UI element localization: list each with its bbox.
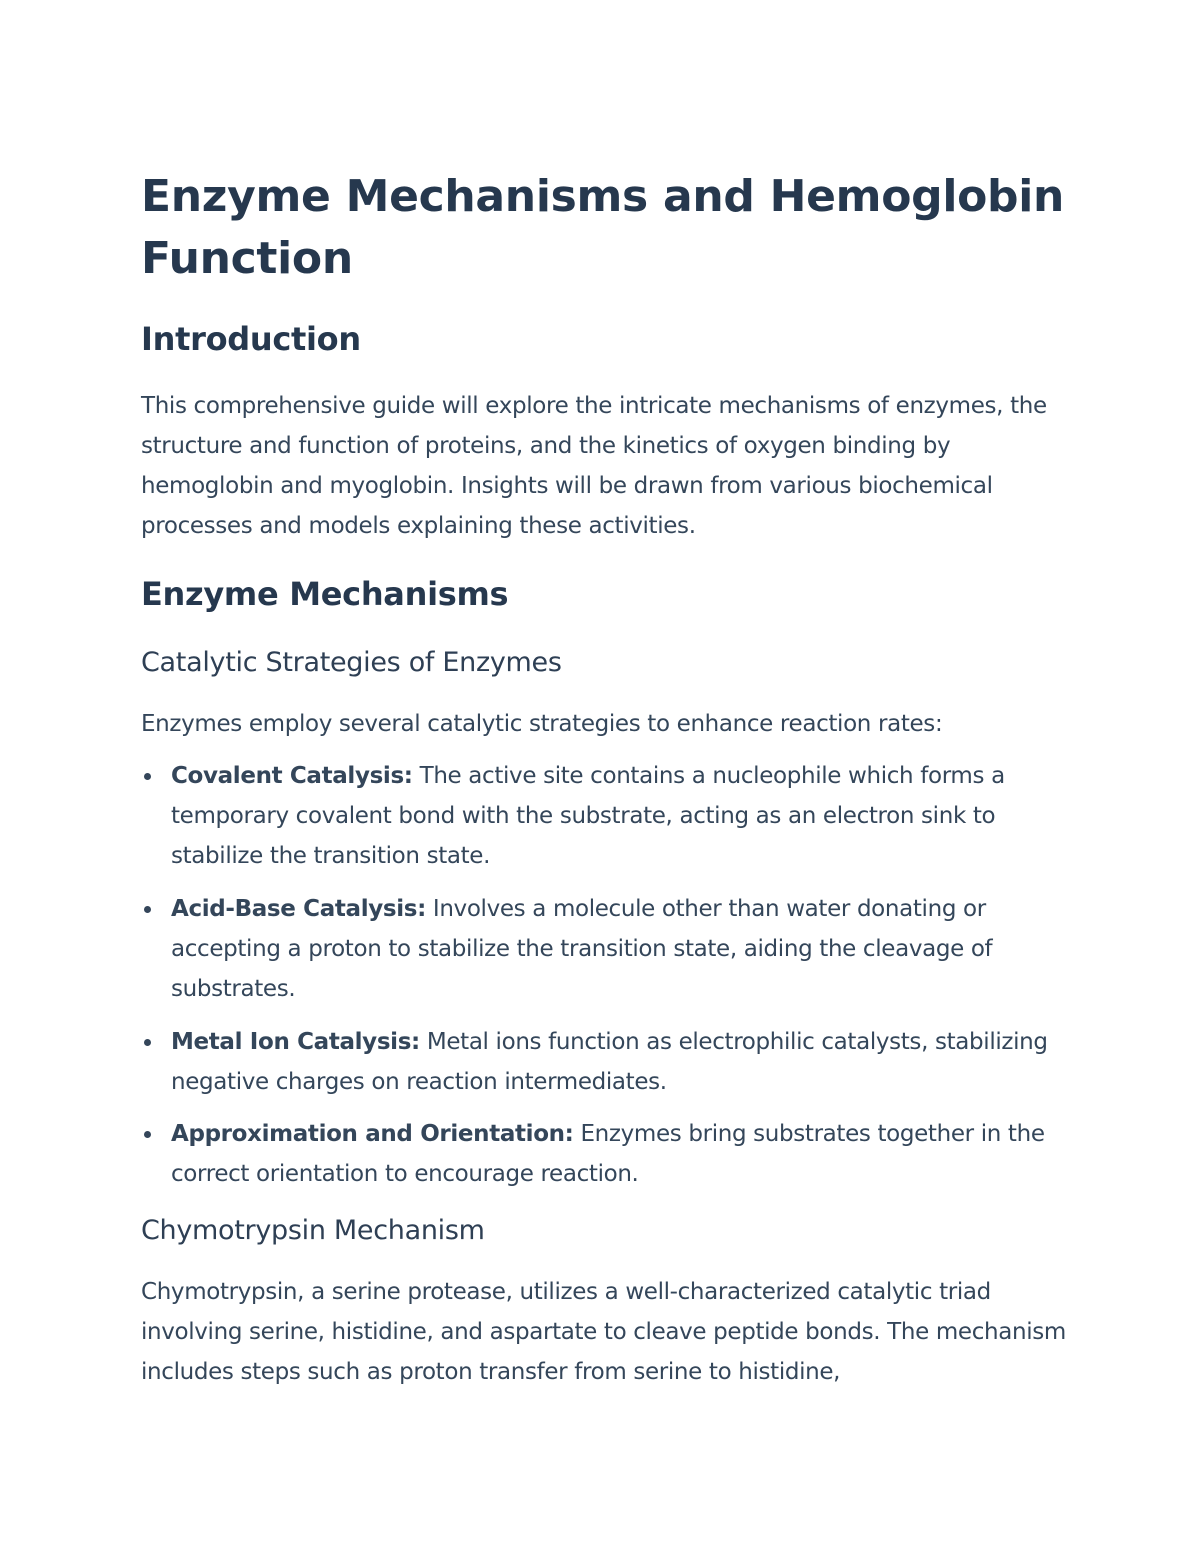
- list-item-description: Enzymes bring substrates together in the correct orientation to encourage reaction.: [171, 1121, 1045, 1187]
- list-item-description: Metal ions function as electrophilic catalysts, stabilizing negative charges on reaction intermediates.: [171, 1029, 1048, 1095]
- list-item: [141, 1022, 1066, 1102]
- list-item-text: [171, 1022, 1066, 1102]
- list-item-text: [171, 1114, 1066, 1194]
- catalytic-strategies-heading: Catalytic Strategies of Enzymes: [141, 647, 562, 678]
- chymotrypsin-heading: Chymotrypsin Mechanism: [141, 1215, 485, 1246]
- list-item-text: [171, 889, 1066, 1009]
- document-title: Enzyme Mechanisms and Hemoglobin Function: [141, 171, 1065, 284]
- list-item-term: Metal Ion Catalysis:: [171, 1029, 420, 1055]
- catalytic-strategies-lead: Enzymes employ several catalytic strategies to enhance reaction rates:: [141, 711, 943, 737]
- introduction-paragraph: This comprehensive guide will explore the intricate mechanisms of enzymes, the structure and function of proteins, and the kinetics of oxygen binding by hemoglobin and myoglobin. Insights will be drawn from various biochemical processes and models explaining these activities.: [141, 393, 1047, 539]
- chymotrypsin-paragraph: Chymotrypsin, a serine protease, utilizes a well-characterized catalytic triad involving serine, histidine, and aspartate to cleave peptide bonds. The mechanism includes steps such as proton transfer from serine to histidine,: [141, 1279, 1066, 1385]
- list-item-text: [171, 756, 1066, 876]
- bullet-icon: [144, 1039, 151, 1046]
- bullet-icon: [144, 906, 151, 913]
- list-item: [141, 1114, 1066, 1194]
- enzyme-mechanisms-heading: Enzyme Mechanisms: [141, 575, 509, 613]
- list-item-term: Approximation and Orientation:: [171, 1121, 574, 1147]
- list-item: [141, 889, 1066, 1009]
- bullet-icon: [144, 773, 151, 780]
- list-item-term: Covalent Catalysis:: [171, 763, 413, 789]
- list-item-term: Acid-Base Catalysis:: [171, 896, 426, 922]
- bullet-icon: [144, 1131, 151, 1138]
- introduction-heading: Introduction: [141, 320, 361, 358]
- list-item-description: Involves a molecule other than water donating or accepting a proton to stabilize the transition state, aiding the cleavage of substrates.: [171, 896, 993, 1002]
- list-item-description: The active site contains a nucleophile which forms a temporary covalent bond with the substrate, acting as an electron sink to stabilize the transition state.: [171, 763, 1005, 869]
- list-item: [141, 756, 1066, 876]
